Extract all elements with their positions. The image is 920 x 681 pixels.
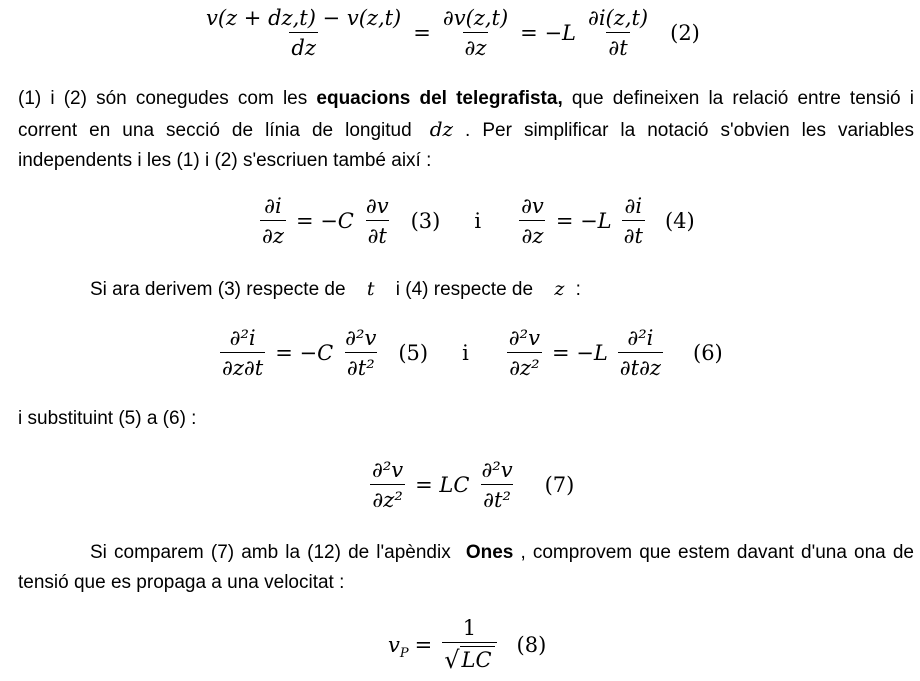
denominator: ∂z² (370, 484, 404, 512)
numerator: ∂v (521, 194, 544, 218)
text: Si ara derivem (3) respecte de (90, 279, 346, 300)
equation-label: (6) (693, 341, 723, 365)
numerator: ∂i (264, 194, 282, 218)
denominator: dz (289, 32, 318, 60)
text: . Per simplificar la notació s'obvien les variables independents i les (1) i (2) s'escriuen també així : (18, 120, 915, 171)
paragraph-substitution (18, 408, 196, 430)
bold-term: equacions del telegrafista, (316, 88, 563, 109)
equals-sign: = (414, 632, 433, 657)
text: , comprovem que estem davant d'una ona de tensió que es propaga a una velocitat : (18, 542, 914, 593)
inline-math-z: z (554, 278, 565, 300)
text: i substituint (5) a (6) : (18, 408, 197, 429)
paragraph-telegrapher (18, 84, 914, 176)
conjunction: i (474, 209, 482, 233)
denominator (442, 642, 496, 673)
numerator: ∂i(z,t) (587, 6, 649, 30)
equation-label: (3) (410, 209, 441, 233)
inline-math: dz (429, 117, 454, 141)
numerator: ∂v (365, 194, 389, 218)
velocity-symbol (388, 632, 409, 661)
text: (1) i (2) són conegudes com les (18, 88, 317, 109)
denominator: ∂z (260, 220, 286, 248)
fraction (479, 458, 514, 512)
rhs-prefix: = −L (520, 21, 576, 45)
equation-label: (5) (398, 341, 429, 365)
operator: = −L (555, 209, 612, 233)
paragraph-derivation (90, 278, 581, 301)
numerator: ∂v(z,t) (442, 6, 509, 30)
fraction (260, 194, 286, 248)
fraction (507, 326, 542, 380)
equation-2 (200, 6, 700, 60)
fraction (622, 194, 645, 248)
numerator: ∂²i (229, 326, 256, 350)
fraction-partial-i (586, 6, 650, 60)
denominator: ∂z (463, 32, 489, 60)
denominator: ∂t (622, 220, 645, 248)
symbol-v: v (388, 632, 400, 657)
numerator: ∂²i (627, 326, 654, 350)
denominator: ∂t² (481, 484, 513, 512)
fraction-partial-v (441, 6, 510, 60)
fraction (364, 194, 391, 248)
conjunction: i (462, 341, 469, 365)
fraction (370, 458, 405, 512)
equation-label: (4) (664, 209, 695, 233)
radical-sign: √ (444, 646, 460, 674)
equations-3-4 (256, 194, 695, 248)
paragraph-comparison (18, 538, 914, 598)
denominator: ∂z∂t (220, 352, 265, 380)
equations-5-6 (216, 326, 723, 380)
text: : (575, 279, 581, 300)
denominator: ∂z (519, 220, 545, 248)
text: que defineixen la relació entre tensió i corrent en una secció de línia de longitud (18, 88, 914, 141)
bold-term: Ones (465, 542, 514, 563)
fraction-difference-quotient (204, 6, 403, 60)
operator: = −C (295, 209, 354, 233)
equation-8 (388, 616, 546, 673)
numerator: ∂²v (345, 326, 377, 350)
denominator: ∂t∂z (618, 352, 663, 380)
subscript-p: P (399, 645, 409, 661)
equals-sign: = (413, 21, 431, 45)
equation-label: (8) (516, 632, 547, 657)
fraction (442, 616, 496, 673)
numerator: ∂²v (508, 326, 540, 350)
numerator: ∂i (624, 194, 643, 218)
fraction (343, 326, 378, 380)
operator: = LC (415, 473, 470, 497)
denominator: ∂t (606, 32, 629, 60)
operator: = −L (551, 341, 608, 365)
numerator: ∂²v (481, 458, 513, 482)
fraction (618, 326, 663, 380)
text: Si comparem (7) amb la (12) de l'apèndix (90, 542, 458, 563)
fraction (220, 326, 265, 380)
numerator: ∂²v (372, 458, 404, 482)
denominator: ∂t (366, 220, 389, 248)
text: i (4) respecte de (395, 279, 534, 300)
numerator: v(z + dz,t) − v(z,t) (206, 6, 402, 30)
numerator: 1 (462, 616, 477, 640)
denominator: ∂t² (345, 352, 377, 380)
denominator: ∂z² (507, 352, 541, 380)
square-root (444, 646, 494, 672)
operator: = −C (275, 341, 334, 365)
equation-label: (2) (670, 21, 700, 45)
equation-7 (366, 458, 574, 512)
fraction (519, 194, 546, 248)
radicand: LC (460, 646, 495, 672)
equation-label: (7) (544, 473, 575, 497)
inline-math-t: t (366, 278, 375, 300)
